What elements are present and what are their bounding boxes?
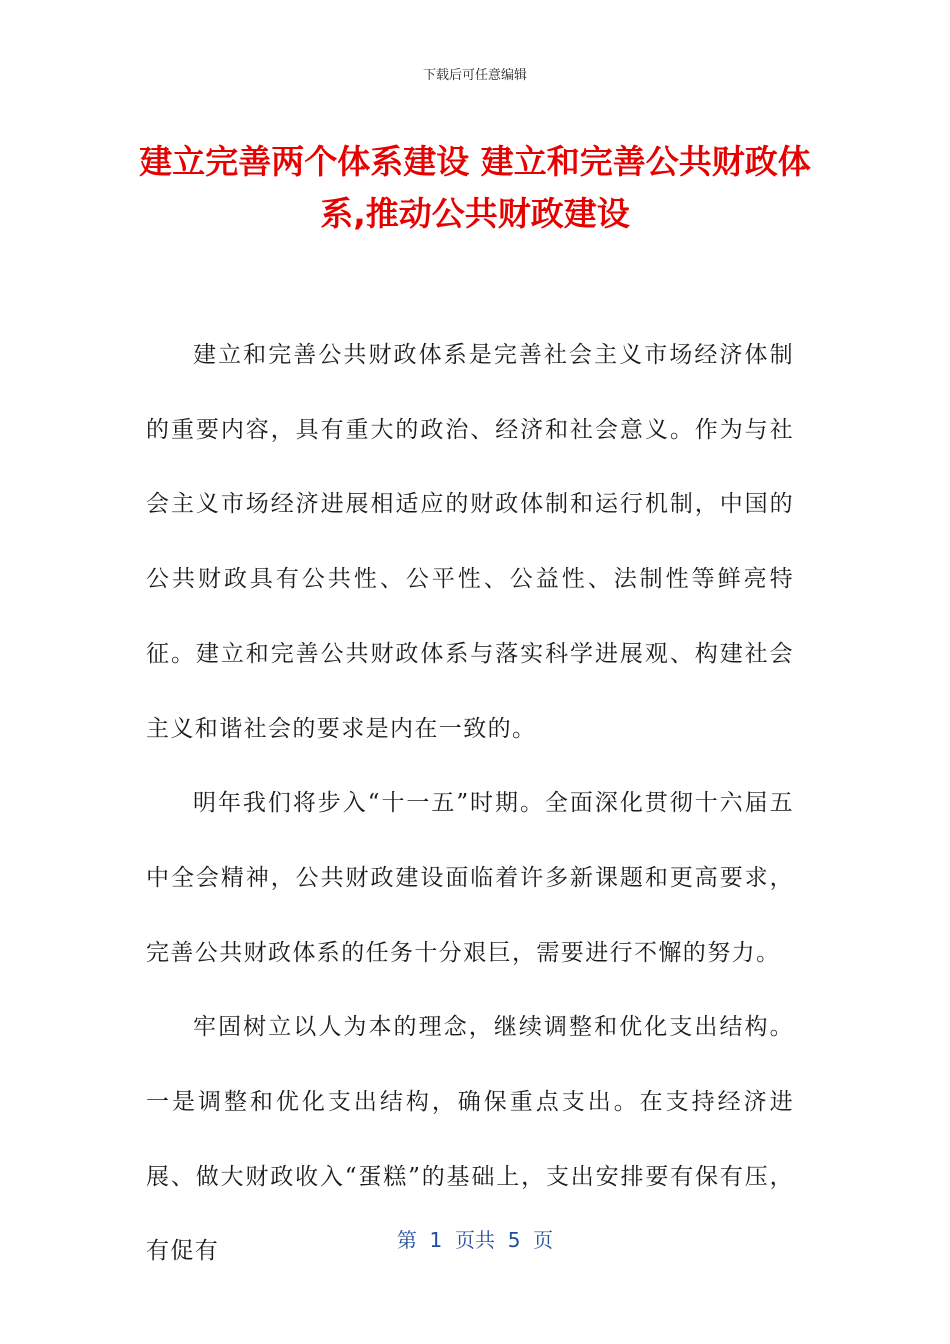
header-note: 下载后可任意编辑 — [422, 68, 527, 83]
paragraph: 建立和完善公共财政体系是完善社会主义市场经济体制的重要内容，具有重大的政治、经济和社会意义。作为与社会主义市场经济进展相适应的财政体制和运行机制，中国的公共财政具有公共性、公平性、公益性、法制性等鲜亮特征。建立和完善公共财政体系与落实科学进展观、构建社会主义和谐社会的要求是内在一致的。 — [146, 342, 794, 742]
document-title: 建立完善两个体系建设 建立和完善公共财政体系,推动公共财政建设 — [139, 142, 811, 233]
paragraph: 明年我们将步入“十一五”时期。全面深化贯彻十六届五中全会精神，公共财政建设面临着许多新课题和更高要求，完善公共财政体系的任务十分艰巨，需要进行不懈的努力。 — [146, 790, 794, 966]
page-number-footer: 第 1 页共 5 页 — [396, 1228, 554, 1252]
document-body — [146, 318, 794, 1289]
paragraph: 牢固树立以人为本的理念，继续调整和优化支出结构。一是调整和优化支出结构，确保重点支出。在支持经济进展、做大财政收入“蛋糕”的基础上，支出安排要有保有压，有促有 — [146, 1014, 794, 1265]
